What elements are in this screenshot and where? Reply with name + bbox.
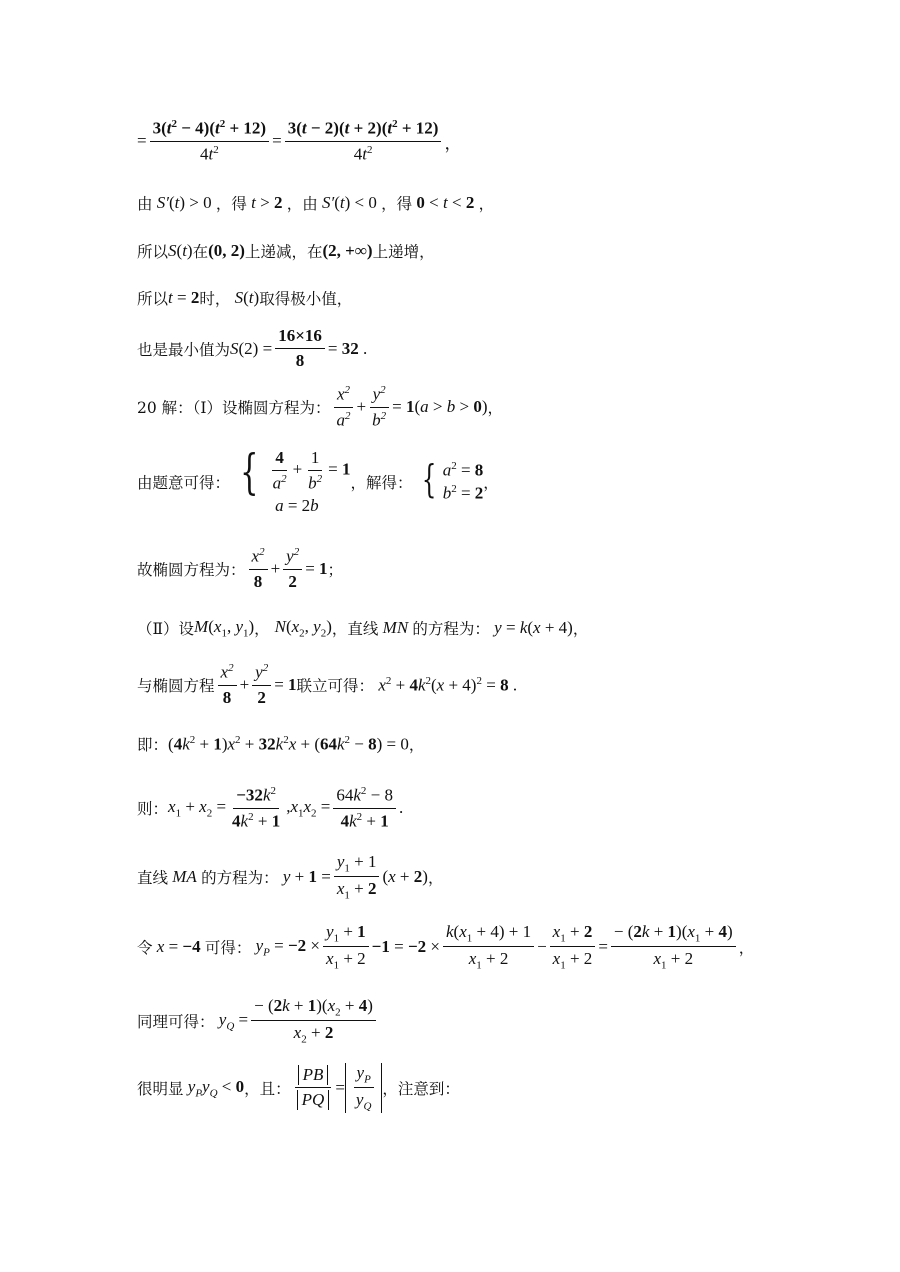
text-line-3: 所以 S(t) 在 (0, 2) 上递减，在 (2, +∞) 上递增，	[137, 241, 435, 261]
text-line-8: 故椭圆方程为： $\frac{x^2}{8}$ + $\frac{y^2}{2}$ = 1 ；	[137, 546, 344, 591]
text-line-2: 由 S′(t) > 0 ，得 t > 2 ，由 S′(t) < 0 ，得 0 < t < 2 ，	[137, 193, 495, 213]
text-line-6: 20 解：（Ⅰ）设椭圆方程为： $\frac{x^2}{a^2}$ + $\frac{y^2}{b^2}$ = 1(a > b > 0) ，	[137, 384, 504, 430]
text-line-13: 直线 MA 的方程为： y + 1 = $\frac{y_1 + 1}{x_1 + 2}$ (x + 2) ，	[137, 852, 444, 902]
text-line-4: 所以 t = 2 时， S(t) 取得极小值，	[137, 288, 353, 308]
text-line-11: 即： $(4k^2 + 1)x^2 + 32k^2x + (64k^2 - 8) = 0$ ，	[137, 733, 425, 754]
text-line-7: 由题意可得： { $\frac{4}{a^2}$ + $\frac{1}{b^2}$ = 1 a = 2b ，解得： { $a^2 = 8$ $b^2 = 2$ ，	[137, 444, 499, 515]
text-line-5: 也是最小值为 S(2) = $\frac{16\times 16}{8}$ = 32 .	[137, 326, 368, 370]
text-line-10: 与椭圆方程 $\frac{x^2}{8}$ + $\frac{y^2}{2}$ = 1 联立可得： $x^2 + 4k^2(x + 4)^2 = 8$ .	[137, 662, 518, 707]
text-line-9: （Ⅱ）设 $M(x_1$, $y_1$) ， $N(x_2$, $y_2$) ， 直线 MN 的方程为： y = k(x + 4) ，	[137, 617, 589, 640]
text-line-14: 令 x = −4 可得： $y_P = -2$ × $\frac{y_1 + 1}{x_1 + 2}$ −1 = −2 × $\frac{k(x_1 + 4) + 1}{x_1 + 2}$ − $\frac{x_1 + 2}{x_1 + 2}$ = $\frac{- (2k + 1)(x_1 + 4)}{x_1 + 2}$ ，	[137, 922, 755, 972]
equation-line-1: = $\frac{3(t^2 - 4)(t^2 + 12)}{4t^2}$ = $\frac{3(t - 2)(t + 2)(t^2 + 12)}{4t^2}$ ，	[137, 118, 462, 164]
text-line-15: 同理可得： $y_Q$ = $\frac{- (2k + 1)(x_2 + 4)}{x_2 + 2}$	[137, 996, 379, 1046]
text-line-12: 则： $x_1 + x_2$ = $\frac{-32k^2}{4k^2 + 1}$ $,x_1x_2$ = $\frac{64k^2 - 8}{4k^2 + 1}$ .	[137, 785, 404, 831]
text-line-16: 很明显 $y_Py_Q < 0$ ，且： $\frac{PB}{PQ}$ = $\frac{y_P}{y_Q}$ ，注意到：	[137, 1063, 460, 1113]
